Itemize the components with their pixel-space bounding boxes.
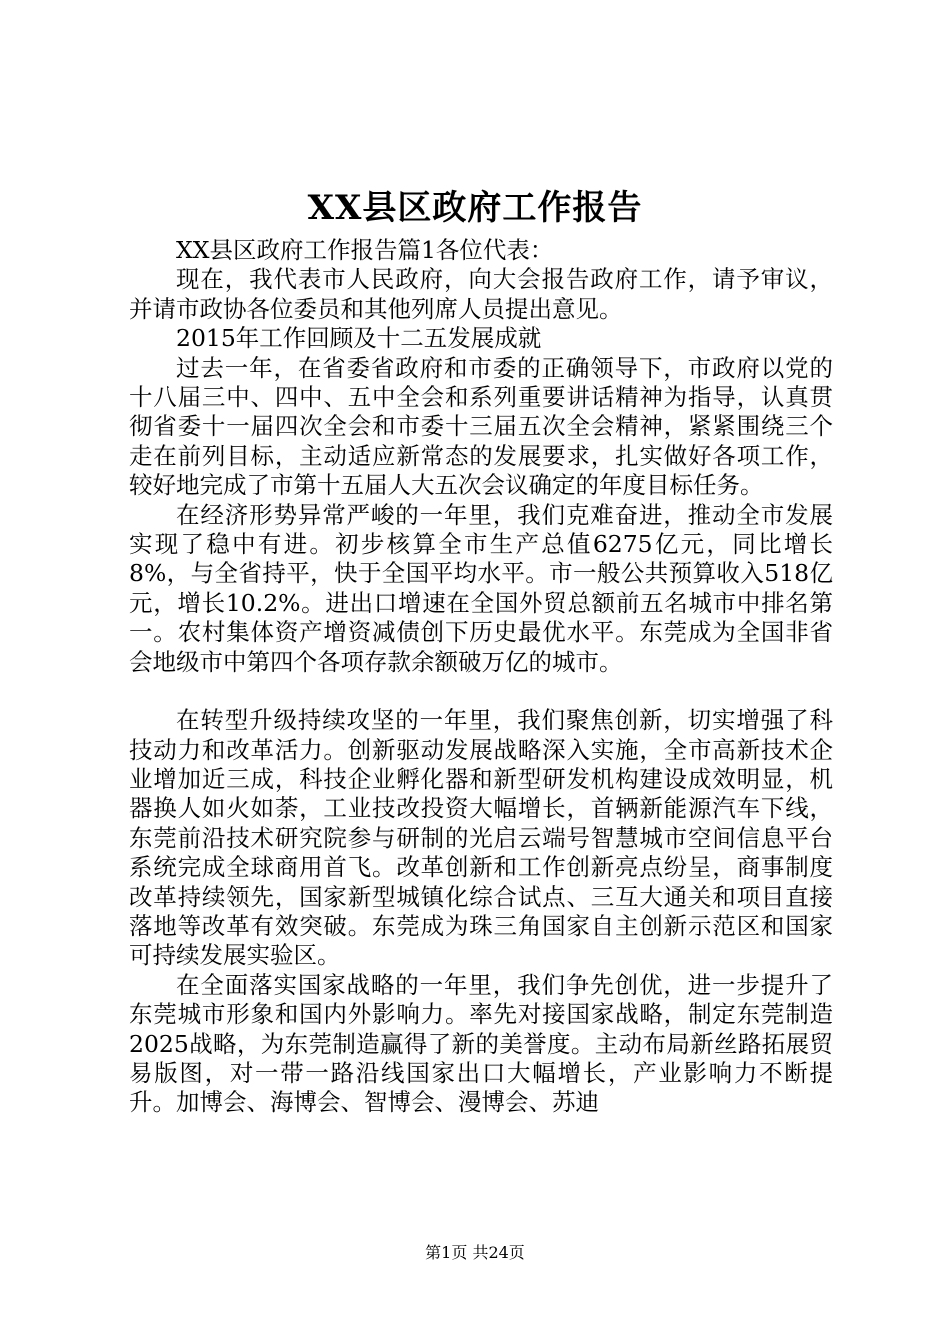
page-footer: 第1页 共24页 [425, 1243, 525, 1262]
paragraph-review: 过去一年，在省委省政府和市委的正确领导下，市政府以党的十八届三中、四中、五中全会和系列重要讲话精神为指导，认真贯彻省委十一届四次全会和市委十三届五次全会精神，紧紧围绕三个走在前列目标，主动适应新常态的发展要求，扎实做好各项工作，较好地完成了市第十五届人大五次会议确定的年度目标任务。 [129, 353, 833, 500]
document-body [129, 236, 833, 1118]
document-title: XX县区政府工作报告 [307, 188, 643, 228]
paragraph-salutation: XX县区政府工作报告篇1各位代表： [176, 236, 554, 264]
paragraph-economy: 在经济形势异常严峻的一年里，我们克难奋进，推动全市发展实现了稳中有进。初步核算全市生产总值6275亿元，同比增长8%，与全省持平，快于全国平均水平。市一般公共预算收入518亿元，增长10.2%。进出口增速在全国外贸总额前五名城市中排名第一。农村集体资产增资减债创下历史最优水平。东莞成为全国非省会地级市中第四个各项存款余额破万亿的城市。 [129, 500, 833, 676]
section-heading: 2015年工作回顾及十二五发展成就 [176, 324, 542, 353]
paragraph-transformation: 在转型升级持续攻坚的一年里，我们聚焦创新，切实增强了科技动力和改革活力。创新驱动发展战略深入实施，全市高新技术企业增加近三成，科技企业孵化器和新型研发机构建设成效明显，机器换人如火如荼，工业技改投资大幅增长，首辆新能源汽车下线，东莞前沿技术研究院参与研制的光启云端号智慧城市空间信息平台系统完成全球商用首飞。改革创新和工作创新亮点纷呈，商事制度改革持续领先，国家新型城镇化综合试点、三互大通关和项目直接落地等改革有效突破。东莞成为珠三角国家自主创新示范区和国家可持续发展实验区。 [129, 706, 833, 970]
paragraph-intro: 现在，我代表市人民政府，向大会报告政府工作，请予审议，并请市政协各位委员和其他列席人员提出意见。 [129, 265, 833, 323]
paragraph-strategy: 在全面落实国家战略的一年里，我们争先创优，进一步提升了东莞城市形象和国内外影响力。率先对接国家战略，制定东莞制造2025战略，为东莞制造赢得了新的美誉度。主动布局新丝路拓展贸易版图，对一带一路沿线国家出口大幅增长，产业影响力不断提升。加博会、海博会、智博会、漫博会、苏迪 [129, 970, 833, 1117]
